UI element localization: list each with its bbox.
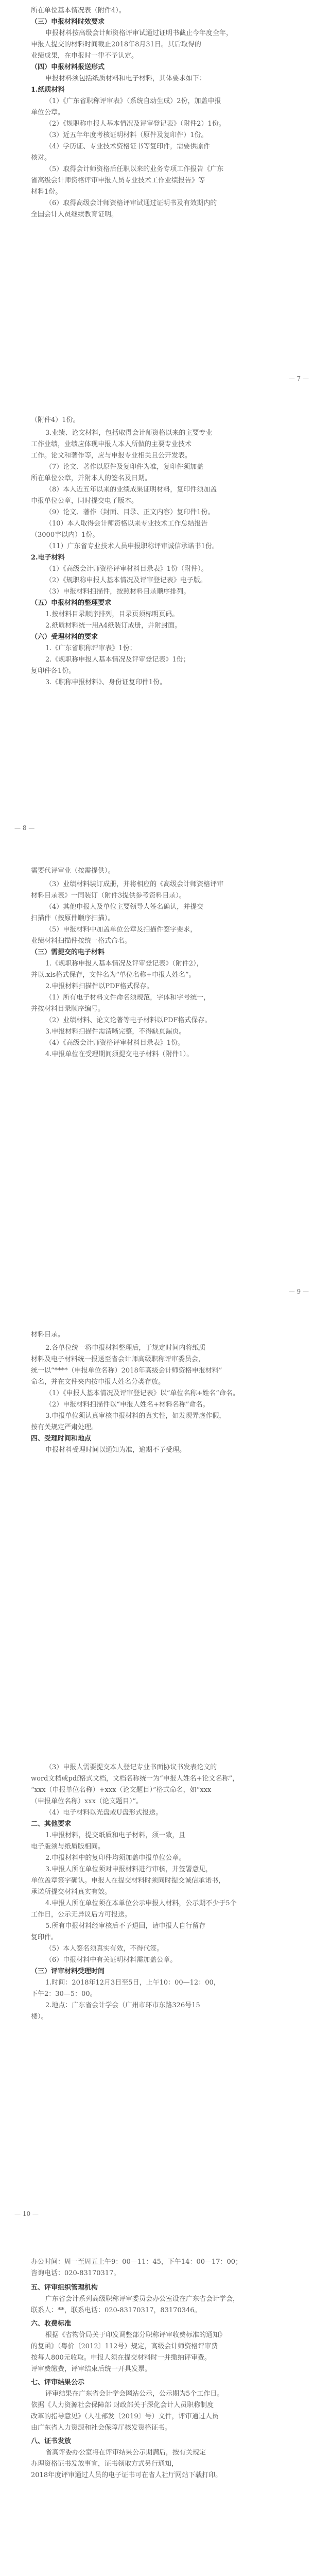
text-line: 申报材料受理时间以通知为准，逾期不予受理。 — [45, 1446, 186, 1454]
text-line: 工作业绩，业绩应体现申报人本人所做的主要专业技术 — [31, 440, 192, 448]
text-line: 工作日，公示无异议后方可报送。 — [31, 1911, 132, 1919]
text-line: word文档或pdf格式文档，文档名称统一为“申报人姓名+论文名称”， — [31, 1775, 239, 1783]
text-line: 材料目录表》一同装订（附件3提供参考资料目录）。 — [31, 892, 186, 900]
text-line: 业绩材料扫描件按统一格式命名。 — [31, 937, 132, 945]
text-line: 工作。论文和著作等，应与申报专业相关且公开发表。 — [31, 452, 192, 460]
text-line: 3.申报材料扫描件需清晰完整，不得缺页漏页。 — [45, 1028, 186, 1036]
text-line: （2）《规职称申报人基本情况及评审登记表》（附件2）1份。 — [45, 120, 225, 128]
section-heading: （五）申报材料的整理要求 — [31, 599, 112, 607]
text-line: 承诺所提交材料真实有效。 — [31, 1888, 112, 1896]
text-line: 3.申报人所在单位须对申报材料进行审核，并签署意见， — [45, 1866, 213, 1873]
text-line: 的复函》（粤价〔2012〕112号）规定，高级会计师资格评审费 — [31, 2343, 218, 2350]
text-line: （5）本人签名须真实有效，不得代签。 — [45, 1945, 164, 1953]
text-line: （8）本人近五年以来的业绩成果证明材料，复印件须加盖 — [45, 486, 217, 494]
text-line: 2.纸质材料统一用A4纸装订成册，并附封面。 — [45, 622, 182, 630]
text-line: （3）近五年年度考核证明材料（原件及复印件）1份。 — [45, 131, 208, 139]
text-line: 5.所有申报材料经审核后不予退回，请申报人自行留存 — [45, 1922, 206, 1930]
text-line: 申报材料按高级会计师资格评审试通过证明书截止今年度全年， — [45, 29, 233, 37]
text-line: 所在单位基本情况表（附件4）。 — [31, 7, 126, 14]
text-line: 下午2：30—5：00。 — [31, 1990, 97, 1998]
text-line: 单位盖章签字确认。申报人在提交材料时须同时提交诚信承诺书， — [31, 1877, 225, 1885]
text-line: 1.时间：2018年12月3日至5日，上午10：00—12：00， — [45, 1979, 220, 1987]
text-line: （1）《申报人基本情况及评审登记表》以“单位名称+姓名”命名。 — [45, 1389, 239, 1397]
text-line: 需要代评审业（按需提供）。 — [31, 867, 115, 875]
text-line: 联系人：**，联系电话：020-83170317，83170346。 — [31, 2307, 201, 2314]
text-line: 核对。 — [31, 154, 51, 162]
text-line: （9）论文、著作（封面、目录、正文内容）复印件1份。 — [45, 509, 215, 516]
text-line: （2）业绩材料、论文论著等电子材料以PDF格式保存。 — [45, 1016, 212, 1024]
section-heading: 1.纸质材料 — [31, 86, 65, 94]
text-line: （2）申报材料扫描件以“申报人姓名+材料名称”命名。 — [45, 1401, 210, 1409]
text-line: （3000字以内）1份。 — [31, 531, 99, 539]
text-line: 申报人提交的材料时间截止2018年8月31日。其后取得的 — [31, 41, 201, 48]
text-line: 1.按材料目录顺序排列，目录页须标明页码。 — [45, 611, 179, 618]
text-line: 省高级会计师资格评审申报人员专业技术工作业绩报告》等 — [31, 177, 205, 184]
text-line: 材料1份。 — [31, 188, 62, 196]
text-line: 单位公章。 — [31, 109, 65, 116]
text-line: （11）广东省专业技术人员申报职称评审诚信承诺书1份。 — [45, 543, 219, 550]
text-line: 2.申报材料扫描件以PDF格式保存。 — [45, 982, 153, 990]
text-line: （6）申报材料中有关证明材料需加盖公章。 — [45, 1956, 177, 1964]
text-line: 3.业绩、论文材料，包括取得会计师资格以来的主要专业 — [45, 429, 213, 437]
text-line: 2.各单位统一将申报材料整理后，于规定时间内将纸质 — [45, 1344, 206, 1352]
text-line: 由广东省人力资源和社会保障厅核发资格证书。 — [31, 2424, 172, 2432]
text-line: （4）电子材料以光盘或U盘形式报送。 — [45, 1809, 163, 1817]
text-line: 全国会计人员继续教育证明。 — [31, 211, 118, 218]
text-line: 4.申报人所在单位须在本单位公示申报人材料，公示期不少于5个 — [45, 1900, 237, 1907]
text-line: 办公时间：周一至周五上午9：00—11：45，下午14：00—17：00； — [31, 2258, 242, 2266]
text-line: 扫描件（按原件顺序扫描）。 — [31, 914, 115, 922]
text-line: 按每人800元收取。申报人须在提交材料时一并缴纳评审费。 — [31, 2354, 211, 2362]
text-line: 2.申报材料中的复印件均须加盖申报单位公章。 — [45, 1854, 186, 1862]
text-line: 评审结果在广东省会计学会网站公示，公示期为5个工作日。 — [45, 2390, 224, 2398]
text-line: 并按材料目录顺序编号。 — [31, 1005, 105, 1013]
text-line: 咨询电话：020-83170317。 — [31, 2269, 120, 2277]
text-line: 楼）。 — [31, 2013, 48, 2021]
text-line: （附件4）1份。 — [31, 416, 80, 424]
text-line: 2.《规职称申报人基本情况及评审登记表》1份； — [45, 656, 190, 664]
page-number: — 9 — — [288, 1288, 309, 1295]
text-line: 1.《规职称申报人基本情况及评审登记表》（附件2）， — [45, 960, 203, 968]
text-line: （3）申报材料扫描件，按照材料目录顺序排列。 — [45, 588, 190, 596]
text-line: （1）《高级会计师资格评审材料目录表》1份（附件）。 — [45, 565, 208, 573]
text-line: 2.地点：广东省会计学会（广州市环市东路326号15 — [45, 2002, 200, 2009]
page-number: — 8 — — [14, 824, 35, 832]
section-heading: 四、受理时间和地点 — [31, 1435, 92, 1443]
text-line: 电子版须与纸质版相同。 — [31, 1843, 105, 1851]
text-line: 3.申报单位须认真审核申报材料的真实性，如发现弄虚作假， — [45, 1412, 226, 1420]
text-line: （5）申报材料中加盖单位公章及扫描件签字要求， — [45, 926, 197, 934]
section-heading: （三）需提交的电子材料 — [31, 948, 105, 956]
text-line: （4）其他申报人及单位主要领导人签名确认，并提交 — [45, 903, 204, 911]
text-line: 1.申报材料，提交纸质和电子材料，须一致，且 — [45, 1832, 186, 1839]
section-heading: 二、其他要求 — [31, 1820, 72, 1828]
text-line: （1）《广东省职称评审表》（系统自动生成）2份，加盖申报 — [45, 97, 221, 105]
section-heading: （六）受理材料的要求 — [31, 633, 98, 641]
text-line: 并以.xls格式保存，文件名为“单位名称+申报人姓名”。 — [31, 971, 196, 979]
text-line: （6）取得高级会计师资格评审试通过证明书及有效期内的 — [45, 199, 217, 207]
text-line: （5）取得会计师资格后任职以来的业务专项工作报告《广东 — [45, 165, 224, 173]
text-line: 材料目录。 — [31, 1331, 65, 1338]
text-line: 复印件各1份。 — [31, 667, 76, 675]
text-line: 2018年度评审通过人员的电子证书可在省人社厅网站下载打印。 — [31, 2471, 222, 2479]
text-line: （1）所有电子材料文件命名须规范，字体和字号统一， — [45, 994, 211, 1002]
section-heading: （四）申报材料报送形式 — [31, 63, 105, 71]
text-line: 省高评委办公室将在评审结果公示期满后，按有关规定 — [45, 2449, 206, 2456]
section-heading: 七、评审结果公示 — [31, 2379, 85, 2386]
text-line: 根据《省物价局关于印发调整部分职称评审收费标准的通知》 — [45, 2331, 227, 2339]
page-number: — 7 — — [288, 375, 309, 382]
text-line: （3）业绩材料装订成册，并将相应的《高级会计师资格评审 — [45, 880, 224, 888]
text-line: 申报单位公章，同时提交电子版本。 — [31, 497, 138, 505]
text-line: 依据《人力资源社会保障部 财政部关于深化会计人员职称制度 — [31, 2401, 214, 2409]
text-line: 按有关规定严肃处理。 — [31, 1423, 98, 1431]
text-line: 统一以“****（申报单位名称）2018年高级会计师资格申报材料” — [31, 1367, 222, 1375]
text-line: 所在单位公章，并附本人的签名及日期。 — [31, 474, 152, 482]
section-heading: （三）评审材料受理时间 — [31, 1968, 105, 1975]
section-heading: 八、证书发放 — [31, 2437, 72, 2445]
text-line: （4）学历证、专业技术资格证书等复印件，需要供原件 — [45, 143, 211, 150]
text-line: （10）本人取得会计师资格以来专业技术工作总结报告 — [45, 520, 208, 528]
text-line: 广东省会计系列高级职称评审委员会办公室设在广东省会计学会， — [45, 2295, 240, 2303]
text-line: 评审费缴费，评审结束后统一开具发票。 — [31, 2365, 152, 2373]
text-line: 复印件。 — [31, 1934, 58, 1941]
text-line: （2）《规职称申报人基本情况及评审登记表》电子版。 — [45, 577, 207, 584]
text-line: 命名，并在文件夹内按申报人姓名分类存放。 — [31, 1378, 165, 1386]
page-number: — 10 — — [14, 2210, 39, 2217]
text-line: 1.《广东省职称评审表》1份； — [45, 645, 136, 652]
text-line: 材料及电子材料统一报送至省会计师高级职称评审委员会， — [31, 1355, 205, 1363]
text-line: 业绩成果，在申报时一律不予认定。 — [31, 52, 138, 60]
section-heading: 2.电子材料 — [31, 554, 65, 562]
text-line: （3）申报人需要提交本人登记专业书面协议书发表论文的 — [45, 1764, 217, 1771]
text-line: （4）《高级会计师资格评审材料目录表》1份。 — [45, 1039, 185, 1047]
text-line: （7）论文、著作以原件及复印件为准，复印件须加盖 — [45, 463, 204, 471]
text-line: 改革的指导意见》（人社部发〔2019〕号）文件，评审通过人员 — [31, 2413, 219, 2420]
text-line: 办理资格证书发放事宜，证书领取方式另行通知， — [31, 2460, 179, 2468]
section-heading: 五、评审组织管理机构 — [31, 2284, 98, 2292]
text-line: “xxx（申报单位名称）+xxx（论文题目）”格式命名，如“xxx — [31, 1786, 212, 1794]
section-heading: （三）申报材料时效要求 — [31, 18, 105, 26]
text-line: 3.《职称申报材料》、身份证复印件1份。 — [45, 679, 167, 686]
section-heading: 六、收费标准 — [31, 2320, 72, 2328]
text-line: （申报单位名称）xxx（论文题目）”。 — [31, 1798, 143, 1805]
text-line: 4.申报单位在受理期间须提交电子材料（附件1）。 — [45, 1050, 194, 1058]
text-line: 申报材料须包括纸质材料和电子材料，其体要求如下： — [45, 75, 206, 82]
